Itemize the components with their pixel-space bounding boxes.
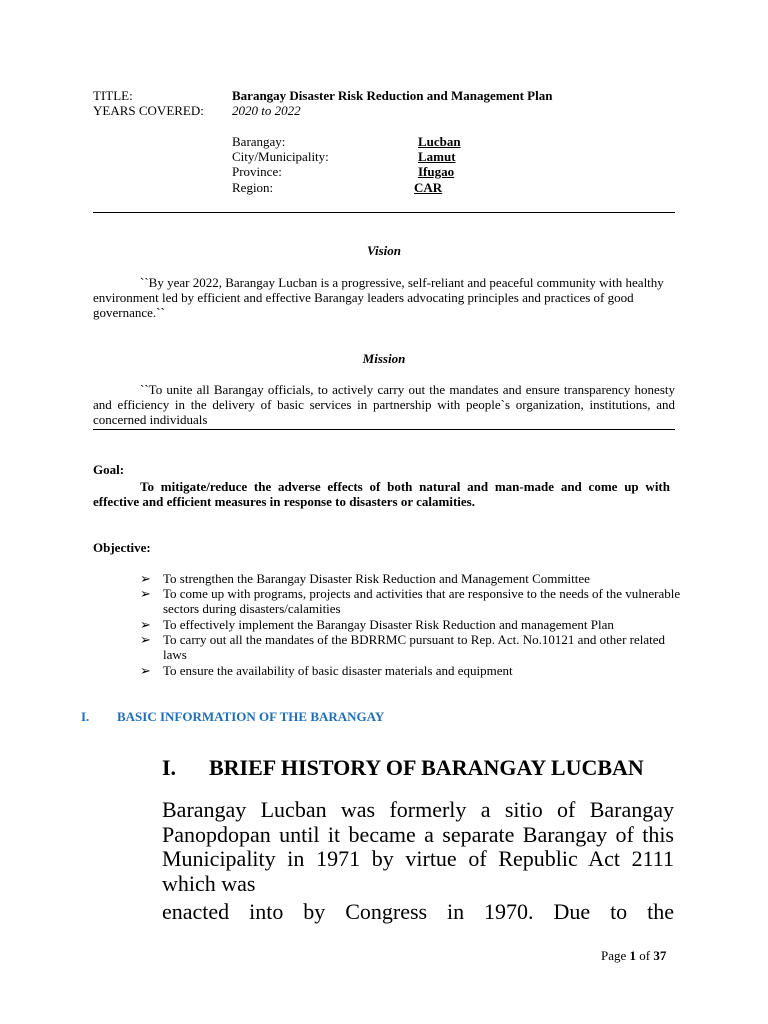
title-label: TITLE: — [93, 88, 133, 103]
goal-text: To mitigate/reduce the adverse effects of both natural and man-made and come up with effective and efficient measures in response to disasters or calamities. — [93, 479, 670, 509]
section-title: BASIC INFORMATION OF THE BARANGAY — [117, 709, 385, 724]
arrow-bullet-icon: ➢ — [140, 632, 151, 647]
region-value: CAR — [414, 180, 443, 195]
city-value: Lamut — [418, 149, 456, 164]
of-word: of — [639, 948, 651, 963]
history-number: I. — [162, 755, 177, 780]
arrow-bullet-icon: ➢ — [140, 586, 151, 601]
title-value: Barangay Disaster Risk Reduction and Management Plan — [232, 88, 553, 103]
history-paragraph-2: enacted into by Congress in 1970. Due to the — [162, 899, 674, 924]
page-word: Page — [601, 948, 627, 963]
objective-item-text: To effectively implement the Barangay Disaster Risk Reduction and management Plan — [163, 617, 614, 632]
barangay-label: Barangay: — [232, 134, 286, 149]
province-label: Province: — [232, 164, 282, 179]
years-value: 2020 to 2022 — [232, 103, 301, 118]
page-current: 1 — [629, 948, 637, 963]
page-number — [601, 948, 666, 963]
objective-item-text: To come up with programs, projects and activities that are responsive to the needs of the vulnerable sectors during disasters/calamities — [163, 586, 681, 616]
region-label: Region: — [232, 180, 274, 195]
page-total: 37 — [653, 948, 667, 963]
mission-text: ``To unite all Barangay officials, to actively carry out the mandates and ensure transparency honesty and efficiency in the delivery of basic services in partnership with people`s organization, institutions, and concerned individuals — [93, 382, 675, 427]
goal-heading: Goal: — [93, 462, 125, 477]
divider-mission — [93, 429, 675, 430]
objective-item-text: To strengthen the Barangay Disaster Risk Reduction and Management Committee — [163, 571, 590, 586]
history-title: BRIEF HISTORY OF BARANGAY LUCBAN — [209, 755, 644, 780]
arrow-bullet-icon: ➢ — [140, 617, 151, 632]
city-label: City/Municipality: — [232, 149, 329, 164]
vision-heading: Vision — [367, 243, 401, 258]
mission-heading: Mission — [362, 351, 406, 366]
vision-text: ``By year 2022, Barangay Lucban is a progressive, self-reliant and peaceful community with healthy environment led by efficient and effective Barangay leaders advocating principles and practices of good governance.`` — [93, 275, 664, 320]
history-paragraph-1: Barangay Lucban was formerly a sitio of Barangay Panopdopan until it became a separate Barangay of this Municipality in 1971 by virtue of Republic Act 2111 which was — [162, 797, 674, 896]
barangay-value: Lucban — [418, 134, 461, 149]
divider-top — [93, 212, 675, 213]
arrow-bullet-icon: ➢ — [140, 663, 151, 678]
province-value: Ifugao — [418, 164, 455, 179]
objective-heading: Objective: — [93, 540, 151, 555]
objective-item-text: To carry out all the mandates of the BDRRMC pursuant to Rep. Act. No.10121 and other related laws — [163, 632, 666, 662]
section-number: I. — [81, 709, 90, 724]
years-label: YEARS COVERED: — [93, 103, 204, 118]
arrow-bullet-icon: ➢ — [140, 571, 151, 586]
objective-item-text: To ensure the availability of basic disaster materials and equipment — [163, 663, 513, 678]
